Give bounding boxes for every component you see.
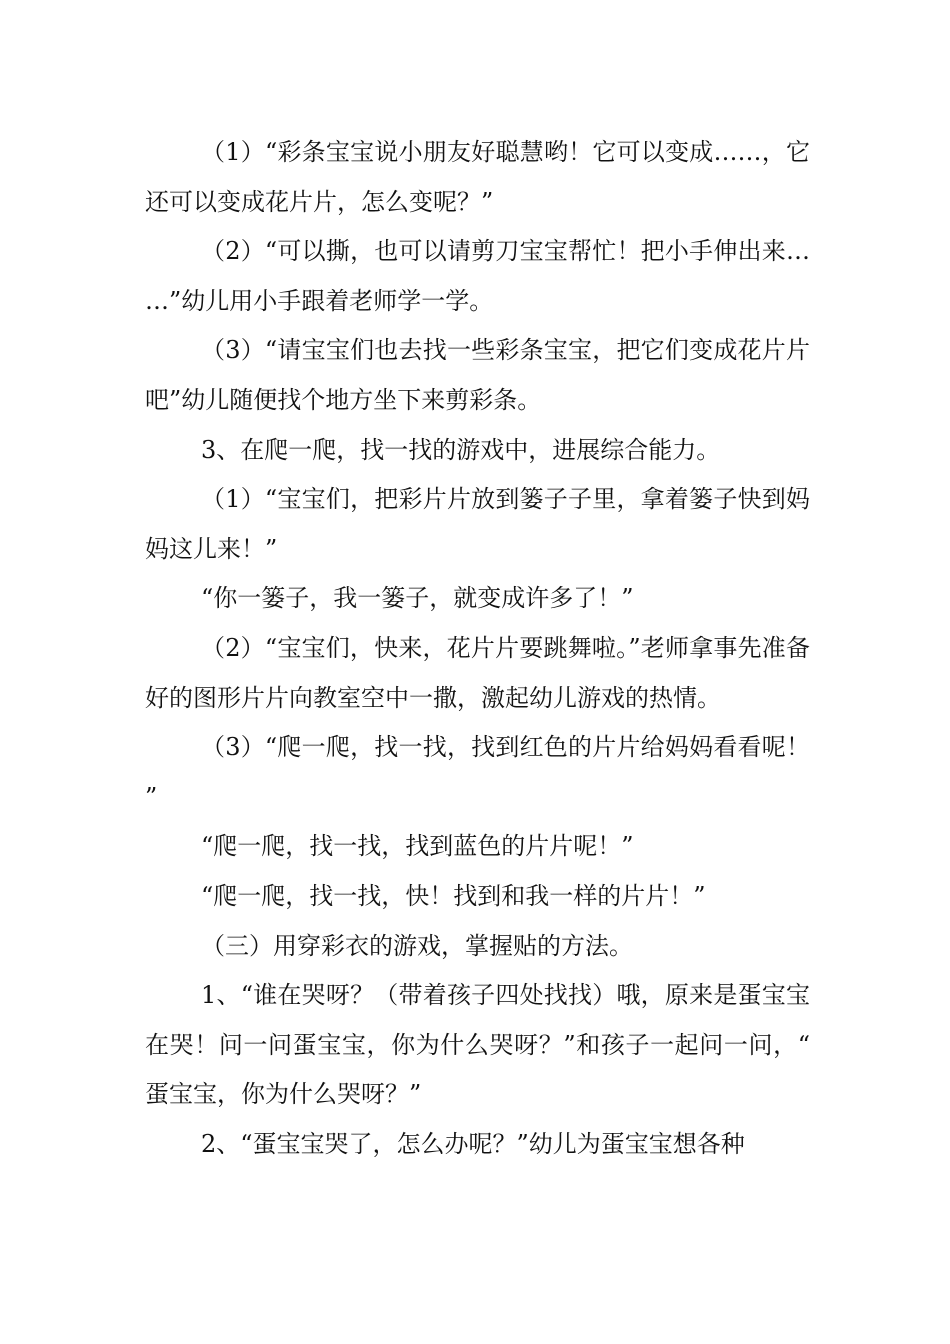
paragraph-13: 2、“蛋宝宝哭了，怎么办呢？”幼儿为蛋宝宝想各种 xyxy=(201,1129,745,1158)
paragraph-8: （3）“爬一爬，找一找，找到红色的片片给妈妈看看呢！” xyxy=(145,733,810,811)
paragraph-1: （1）“彩条宝宝说小朋友好聪慧哟！它可以变成……，它还可以变成花片片，怎么变呢？” xyxy=(145,138,810,216)
paragraph-9: “爬一爬，找一找，找到蓝色的片片呢！” xyxy=(201,832,634,861)
paragraph-4: 3、在爬一爬，找一找的游戏中，进展综合能力。 xyxy=(201,435,721,464)
paragraph-11: （三）用穿彩衣的游戏，掌握贴的方法。 xyxy=(201,931,633,960)
paragraph-7: （2）“宝宝们，快来，花片片要跳舞啦。”老师拿事先准备好的图形片片向教室空中一撒，激起幼儿游戏的热情。 xyxy=(145,633,810,712)
document-body xyxy=(145,128,810,1169)
paragraph-3: （3）“请宝宝们也去找一些彩条宝宝，把它们变成花片片吧”幼儿随便找个地方坐下来剪彩条。 xyxy=(145,336,810,414)
paragraph-12: 1、“谁在哭呀？（带着孩子四处找找）哦，原来是蛋宝宝在哭！问一问蛋宝宝，你为什么哭呀？”和孩子一起问一问，“蛋宝宝，你为什么哭呀？” xyxy=(145,981,810,1109)
paragraph-5: （1）“宝宝们，把彩片片放到篓子子里，拿着篓子快到妈妈这儿来！” xyxy=(145,485,810,563)
paragraph-2: （2）“可以撕，也可以请剪刀宝宝帮忙！把小手伸出来……”幼儿用小手跟着老师学一学。 xyxy=(145,237,810,315)
paragraph-10: “爬一爬，找一找，快！找到和我一样的片片！” xyxy=(201,881,706,910)
paragraph-6: “你一篓子，我一篓子，就变成许多了！” xyxy=(201,584,634,613)
